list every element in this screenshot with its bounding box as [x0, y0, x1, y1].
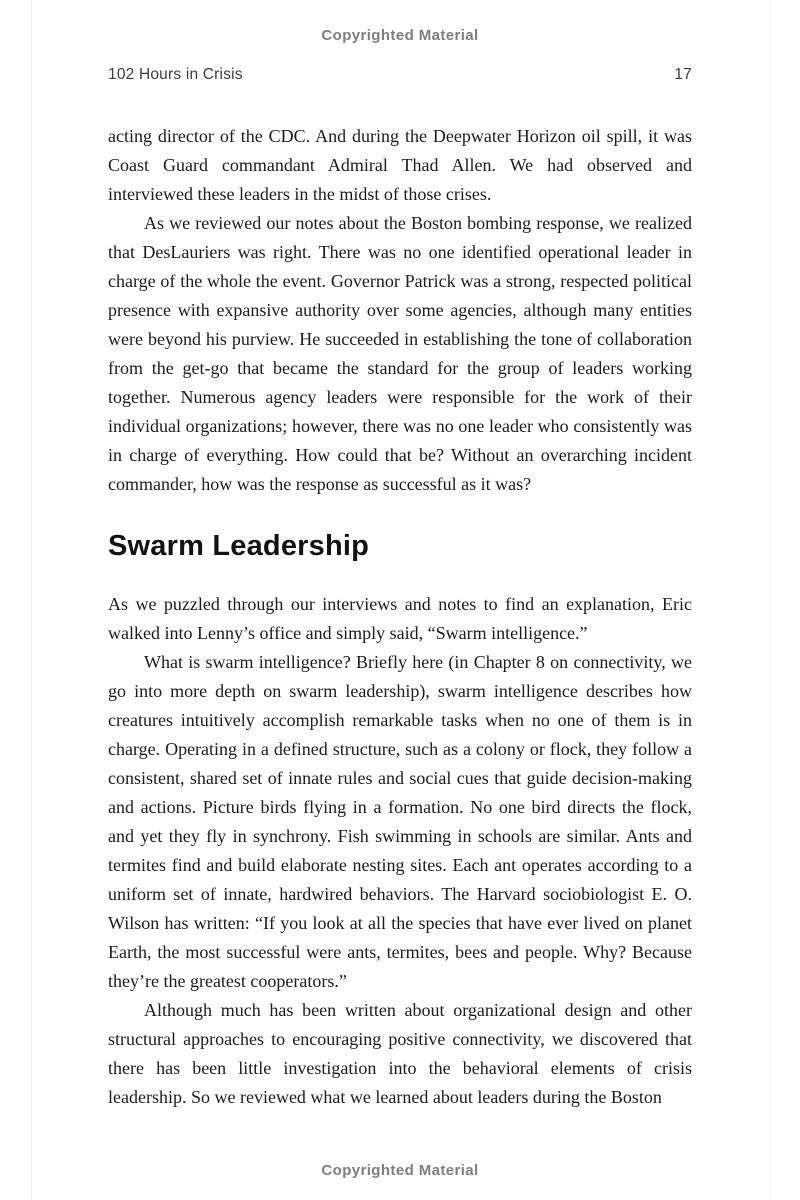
- paragraph: What is swarm intelligence? Briefly here (in Chapter 8 on connectivity, we go into more depth on swarm leadership), swarm intelligence describes how creatures intuitively accomplish remarkable tasks when no one of them is in charge. Operating in a defined structure, such as a colony or flock, they follow a consistent, shared set of innate rules and social cues that guide decision-making and actions. Picture birds flying in a formation. No one bird directs the flock, and yet they fly in synchrony. Fish swimming in schools are similar. Ants and termites find and build elaborate nesting sites. Each ant operates according to a uniform set of innate, hardwired behaviors. The Harvard sociobiologist E. O. Wilson has written: “If you look at all the species that have ever lived on planet Earth, the most successful were ants, termites, bees and people. Why? Because they’re the greatest cooperators.”: [108, 652, 692, 992]
- paragraph: As we puzzled through our interviews and notes to find an explanation, Eric walked into Lenny’s office and simply said, “Swarm intelligence.”: [108, 594, 692, 644]
- copyright-notice-top: Copyrighted Material: [321, 27, 479, 44]
- paragraph-continuation: acting director of the CDC. And during the Deepwater Horizon oil spill, it was Coast Guard commandant Admiral Thad Allen. We had observed and interviewed these leaders in the midst of those crises.: [108, 126, 692, 204]
- paragraph: As we reviewed our notes about the Boston bombing response, we realized that DesLauriers was right. There was no one identified operational leader in charge of the whole the event. Governor Patrick was a strong, respected political presence with expansive authority over some agencies, although many entities were beyond his purview. He succeeded in establishing the tone of collaboration from the get-go that became the standard for the group of leaders working together. Numerous agency leaders were responsible for the work of their individual organizations; however, there was no one leader who consistently was in charge of everything. How could that be? Without an overarching incident commander, how was the response as successful as it was?: [108, 213, 692, 494]
- paragraph: Although much has been written about organizational design and other structural approaches to encouraging positive connectivity, we discovered that there has been little investigation into the behavioral elements of crisis leadership. So we reviewed what we learned about leaders during the Boston: [108, 1000, 692, 1108]
- running-title: 102 Hours in Crisis: [108, 66, 243, 83]
- page-body: [108, 122, 692, 1112]
- page-header: [108, 66, 692, 84]
- section-heading: Swarm Leadership: [108, 530, 370, 562]
- page-number: 17: [674, 66, 692, 83]
- copyright-notice-bottom: Copyrighted Material: [321, 1162, 479, 1179]
